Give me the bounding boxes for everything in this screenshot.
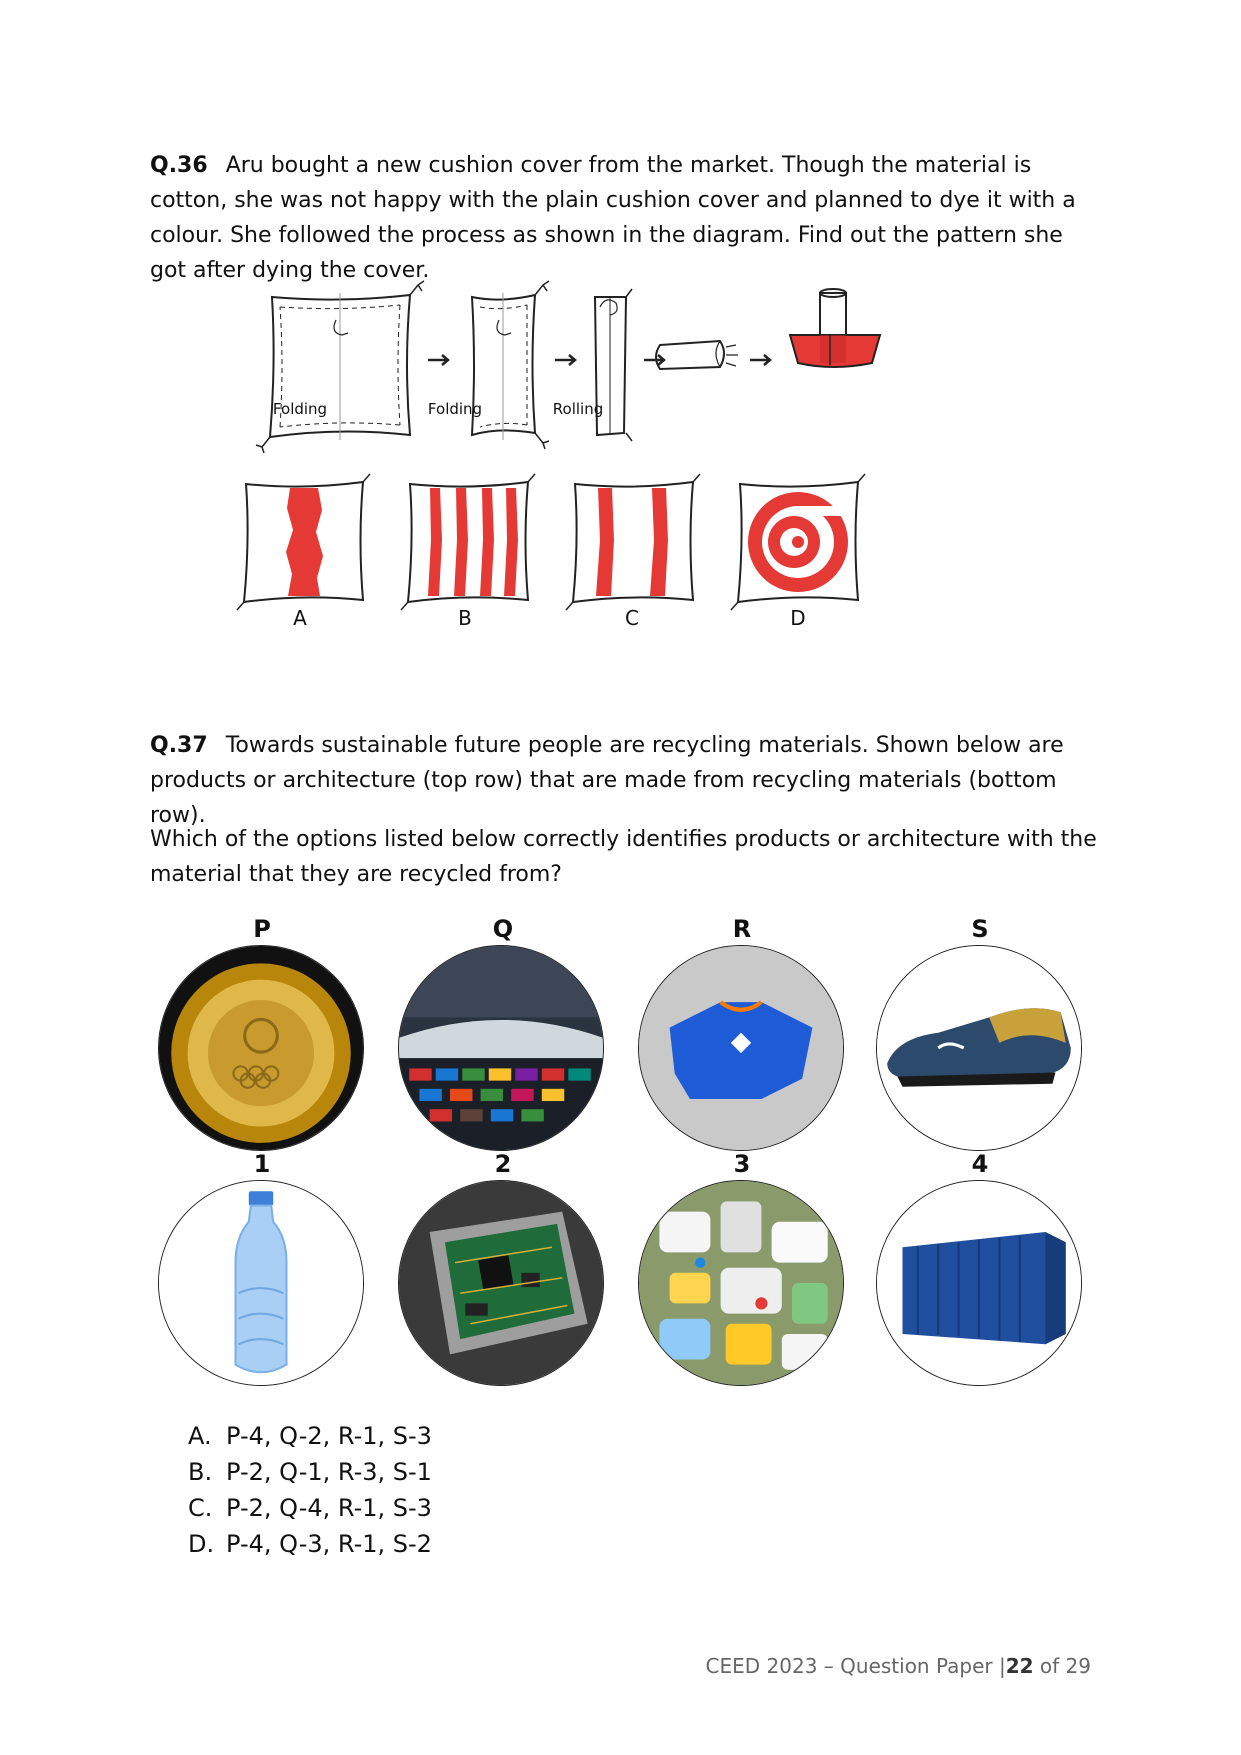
footer-suffix: of 29 (1039, 1654, 1091, 1678)
question-36 (150, 148, 1100, 288)
footer-prefix: CEED 2023 – Question Paper | (705, 1654, 1006, 1678)
answer-options (188, 1418, 432, 1562)
label-3: 3 (733, 1150, 751, 1178)
label-2: 2 (494, 1150, 512, 1178)
label-p: P (253, 915, 271, 943)
pattern-label-b: B (458, 606, 472, 630)
option-text: P-2, Q-4, R-1, S-3 (226, 1494, 432, 1522)
option-text: P-4, Q-2, R-1, S-3 (226, 1422, 432, 1450)
label-s: S (971, 915, 989, 943)
label-1: 1 (253, 1150, 271, 1178)
step-label-folding-1: Folding (272, 400, 328, 418)
question-number: Q.36 (150, 153, 208, 178)
image-container-stadium (398, 945, 604, 1151)
pattern-label-a: A (293, 606, 307, 630)
step-label-folding-2: Folding (427, 400, 483, 418)
question-text: Aru bought a new cushion cover from the market. Though the material is cotton, she was not happy with the plain cushion cover and planned to dye it with a colour. She followed the process as shown in the diagram. Find out the pattern she got after dying the cover. (150, 153, 1076, 283)
step-label-rolling: Rolling (552, 400, 604, 418)
dye-process-diagram (250, 275, 1000, 475)
image-shipping-container (876, 1180, 1082, 1386)
image-jersey (638, 945, 844, 1151)
option-letter: A. (188, 1422, 212, 1450)
image-circuit-board (398, 1180, 604, 1386)
option-a[interactable] (188, 1418, 432, 1454)
option-b[interactable] (188, 1454, 432, 1490)
image-sneaker (876, 945, 1082, 1151)
option-c[interactable] (188, 1490, 432, 1526)
option-text: P-4, Q-3, R-1, S-2 (226, 1530, 432, 1558)
image-plastic-bottle (158, 1180, 364, 1386)
question-37-prompt: Which of the options listed below correctly identifies products or architecture with the material that they are recycled from? (150, 827, 1097, 887)
page-footer (706, 1654, 1091, 1678)
option-d[interactable] (188, 1526, 432, 1562)
option-letter: C. (188, 1494, 213, 1522)
pattern-label-c: C (625, 606, 639, 630)
option-letter: B. (188, 1458, 213, 1486)
question-text: Towards sustainable future people are recycling materials. Shown below are products or architecture (top row) that are made from recycling materials (bottom row). (150, 733, 1064, 828)
page-number: 22 (1005, 1654, 1034, 1678)
image-olympic-medal (158, 945, 364, 1151)
label-4: 4 (971, 1150, 989, 1178)
image-plastic-waste (638, 1180, 844, 1386)
pattern-label-d: D (790, 606, 806, 630)
label-r: R (732, 915, 752, 943)
label-q: Q (492, 915, 514, 943)
option-letter: D. (188, 1530, 215, 1558)
option-text: P-2, Q-1, R-3, S-1 (226, 1458, 432, 1486)
question-37 (150, 728, 1100, 833)
question-number: Q.37 (150, 733, 208, 758)
dye-pattern-options (228, 470, 878, 615)
